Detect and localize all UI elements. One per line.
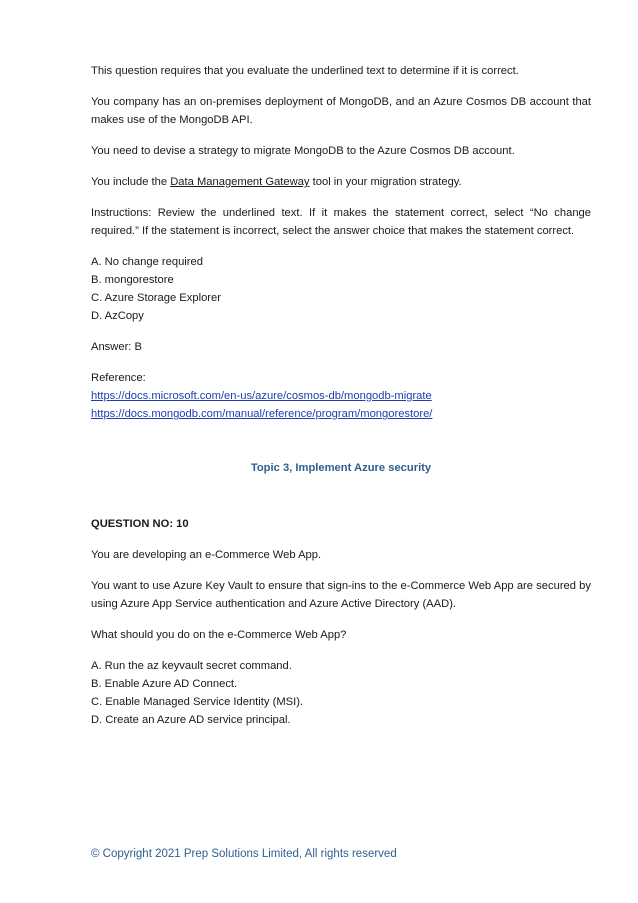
- q10-number: QUESTION NO: 10: [91, 518, 189, 530]
- q9-instructions: Instructions: Review the underlined text. If it makes the statement correct, select “No change required.” If the statement is incorrect, select the answer choice that makes the statement correct.: [91, 207, 591, 237]
- q10-option-a: A. Run the az keyvault secret command.: [91, 660, 292, 672]
- q9-statement-post: tool in your migration strategy.: [309, 176, 462, 188]
- q9-references: [91, 369, 591, 423]
- q9-answer: Answer: B: [91, 341, 142, 353]
- q10-option-c: C. Enable Managed Service Identity (MSI).: [91, 696, 304, 708]
- q10-line3: What should you do on the e-Commerce Web App?: [91, 629, 347, 641]
- reference-label: Reference:: [91, 372, 146, 384]
- q10-options: [91, 657, 591, 729]
- q10-line1: You are developing an e-Commerce Web App.: [91, 549, 322, 561]
- topic-heading: Topic 3, Implement Azure security: [250, 462, 432, 474]
- q9-underlined-text: Data Management Gateway: [170, 176, 310, 188]
- reference-link-2[interactable]: https://docs.mongodb.com/manual/reference/program/mongorestore/: [91, 408, 433, 420]
- q9-option-b: B. mongorestore: [91, 274, 174, 286]
- q9-intro: This question requires that you evaluate the underlined text to determine if it is correct.: [91, 65, 519, 77]
- q10-option-d: D. Create an Azure AD service principal.: [91, 714, 291, 726]
- q9-statement-pre: You include the: [91, 176, 171, 188]
- q9-task: You need to devise a strategy to migrate MongoDB to the Azure Cosmos DB account.: [91, 145, 515, 157]
- document-page: [91, 62, 591, 742]
- copyright-footer: © Copyright 2021 Prep Solutions Limited, All rights reserved: [91, 848, 397, 860]
- q9-options: [91, 253, 591, 325]
- q10-line2: You want to use Azure Key Vault to ensure that sign-ins to the e-Commerce Web App are secured by using Azure App Service authentication and Azure Active Directory (AAD).: [91, 580, 591, 610]
- q9-option-d: D. AzCopy: [91, 310, 144, 322]
- q9-scenario: You company has an on-premises deployment of MongoDB, and an Azure Cosmos DB account that makes use of the MongoDB API.: [91, 96, 591, 126]
- q9-option-c: C. Azure Storage Explorer: [91, 292, 221, 304]
- q10-option-b: B. Enable Azure AD Connect.: [91, 678, 238, 690]
- q9-option-a: A. No change required: [91, 256, 203, 268]
- reference-link-1[interactable]: https://docs.microsoft.com/en-us/azure/cosmos-db/mongodb-migrate: [91, 390, 432, 402]
- q9-statement: [91, 173, 591, 191]
